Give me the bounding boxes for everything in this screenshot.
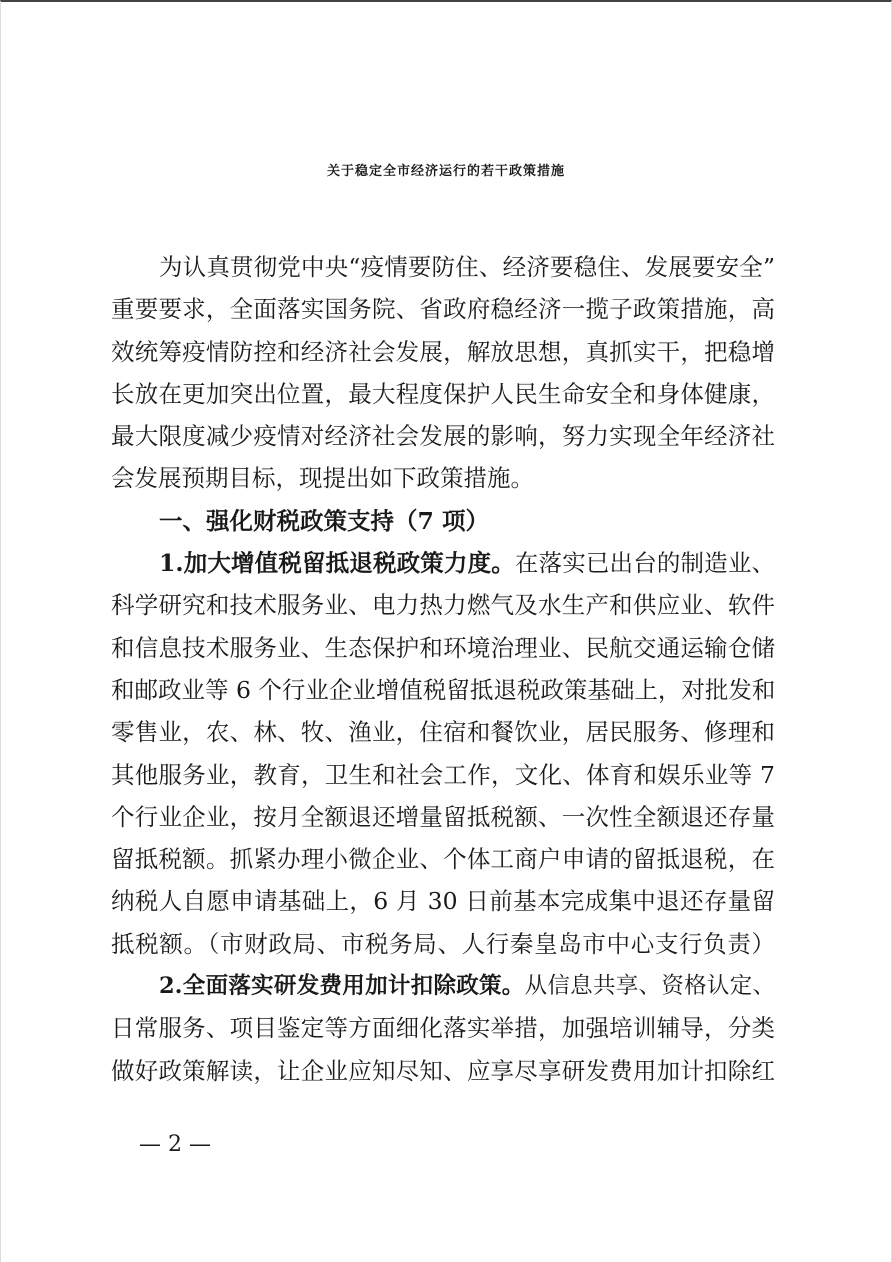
- item-2-lead: 2.全面落实研发费用加计扣除政策。: [159, 973, 525, 1000]
- section-heading: 一、强化财税政策支持（7 项）: [159, 506, 490, 535]
- item-1-lead: 1.加大增值税留抵退税政策力度。: [159, 549, 515, 578]
- item-1-line: 留抵税额。抓紧办理小微企业、个体工商户申请的留抵退税，在: [111, 845, 775, 874]
- document-body: [111, 246, 775, 1092]
- item-1-line: 和邮政业等 6 个行业企业增值税留抵退税政策基础上，对批发和: [111, 675, 776, 704]
- document-title: 关于稳定全市经济运行的若干政策措施: [326, 164, 565, 179]
- item-1-line: 零售业，农、林、牧、渔业，住宿和餐饮业，居民服务、修理和: [111, 718, 775, 747]
- item-1-line: 抵税额。（市财政局、市税务局、人行秦皇岛市中心支行负责）: [111, 929, 775, 958]
- item-1-line: 和信息技术服务业、生态保护和环境治理业、民航交通运输仓储: [111, 633, 775, 662]
- item-2-line: 日常服务、项目鉴定等方面细化落实举措，加强培训辅导，分类: [111, 1014, 775, 1043]
- intro-line: 最大限度减少疫情对经济社会发展的影响，努力实现全年经济社: [111, 422, 775, 451]
- item-2-first-rest: 从信息共享、资格认定、: [524, 973, 775, 1000]
- intro-line: 会发展预期目标，现提出如下政策措施。: [111, 464, 534, 493]
- item-1-first-line: [111, 542, 775, 584]
- intro-line: 长放在更加突出位置，最大程度保护人民生命安全和身体健康，: [111, 379, 775, 408]
- intro-line: 为认真贯彻党中央“疫情要防住、经济要稳住、发展要安全”: [159, 253, 775, 281]
- item-1-line: 其他服务业，教育，卫生和社会工作，文化、体育和娱乐业等 7: [111, 760, 775, 789]
- item-2-first-line: [111, 965, 775, 1007]
- item-2-line: 做好政策解读，让企业应知尽知、应享尽享研发费用加计扣除红: [111, 1056, 775, 1085]
- item-1-line: 科学研究和技术服务业、电力热力燃气及水生产和供应业、软件: [111, 591, 775, 620]
- item-1-line: 纳税人自愿申请基础上，6 月 30 日前基本完成集中退还存量留: [111, 887, 775, 916]
- item-1-line: 个行业企业，按月全额退还增量留抵税额、一次性全额退还存量: [111, 802, 775, 831]
- intro-line: 效统筹疫情防控和经济社会发展，解放思想，真抓实干，把稳增: [111, 337, 775, 366]
- item-1-first-rest: 在落实已出台的制造业、: [514, 549, 775, 578]
- intro-line: 重要要求，全面落实国务院、省政府稳经济一揽子政策措施，高: [111, 295, 775, 324]
- page-number: — 2 —: [139, 1132, 211, 1157]
